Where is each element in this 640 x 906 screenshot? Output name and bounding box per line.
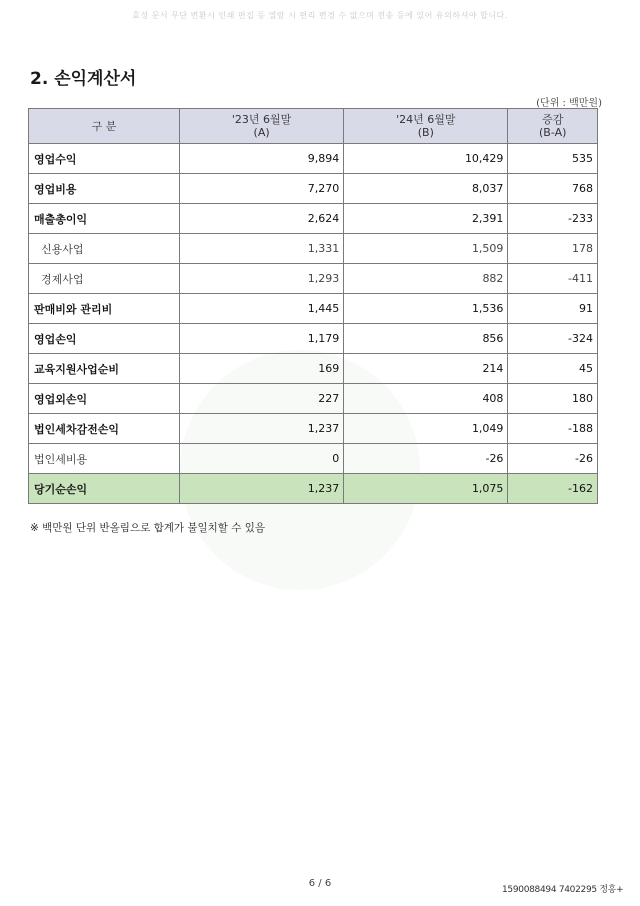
section-title: 2. 손익계산서: [30, 69, 137, 89]
header-change: 증감 (B-A): [508, 109, 598, 144]
value-2024: -26: [344, 444, 508, 474]
value-change: 178: [508, 234, 598, 264]
page-number: 6 / 6: [308, 878, 332, 889]
table-row: [29, 354, 598, 384]
row-label: 매출총이익: [29, 204, 180, 234]
value-change: 768: [508, 174, 598, 204]
value-change: -26: [508, 444, 598, 474]
table-row: [29, 444, 598, 474]
row-label: 신용사업: [29, 234, 180, 264]
value-2023: 1,331: [180, 234, 344, 264]
value-2023: 0: [180, 444, 344, 474]
table-row: [29, 384, 598, 414]
table-row: [29, 324, 598, 354]
value-2023: 1,445: [180, 294, 344, 324]
row-label: 영업비용: [29, 174, 180, 204]
value-2023: 2,624: [180, 204, 344, 234]
income-statement-table: [28, 108, 598, 504]
value-2023: 1,237: [180, 474, 344, 504]
footnote: ※ 백만원 단위 반올림으로 합계가 불일치할 수 있음: [30, 522, 266, 534]
value-2023: 1,293: [180, 264, 344, 294]
row-label: 교육지원사업순비: [29, 354, 180, 384]
value-2024: 8,037: [344, 174, 508, 204]
value-change: -411: [508, 264, 598, 294]
row-label: 경제사업: [29, 264, 180, 294]
value-change: -324: [508, 324, 598, 354]
table-row: [29, 204, 598, 234]
value-2023: 9,894: [180, 144, 344, 174]
value-2023: 7,270: [180, 174, 344, 204]
table-row: [29, 234, 598, 264]
document-id: 1590088494 7402295 정흥+: [502, 885, 624, 895]
value-2024: 2,391: [344, 204, 508, 234]
value-2024: 10,429: [344, 144, 508, 174]
value-2023: 169: [180, 354, 344, 384]
value-2024: 214: [344, 354, 508, 384]
row-label: 판매비와 관리비: [29, 294, 180, 324]
top-notice: 효성 문서 무단 변환시 인쇄 편집 등 열람 시 편리 변경 수 없으며 전송 등에 있어 유의하셔야 합니다.: [132, 11, 508, 20]
row-label: 영업수익: [29, 144, 180, 174]
value-2024: 882: [344, 264, 508, 294]
value-change: -233: [508, 204, 598, 234]
header-2023: '23년 6월말 (A): [180, 109, 344, 144]
value-2024: 1,509: [344, 234, 508, 264]
row-label: 법인세차감전손익: [29, 414, 180, 444]
value-change: 180: [508, 384, 598, 414]
table-row: [29, 174, 598, 204]
row-label: 법인세비용: [29, 444, 180, 474]
value-2024: 408: [344, 384, 508, 414]
value-2023: 1,237: [180, 414, 344, 444]
value-change: 535: [508, 144, 598, 174]
table-row: [29, 264, 598, 294]
row-label: 영업손익: [29, 324, 180, 354]
table-row: [29, 294, 598, 324]
header-category: 구 분: [29, 109, 180, 144]
unit-label: (단위 : 백만원): [536, 98, 602, 109]
value-2023: 227: [180, 384, 344, 414]
row-label: 당기순손익: [29, 474, 180, 504]
value-change: 45: [508, 354, 598, 384]
value-change: 91: [508, 294, 598, 324]
value-2024: 1,075: [344, 474, 508, 504]
row-label: 영업외손익: [29, 384, 180, 414]
table-header-row: [29, 109, 598, 144]
value-2024: 1,536: [344, 294, 508, 324]
header-2024: '24년 6월말 (B): [344, 109, 508, 144]
table-row: [29, 414, 598, 444]
value-change: -162: [508, 474, 598, 504]
table-row-total: [29, 474, 598, 504]
value-2023: 1,179: [180, 324, 344, 354]
value-2024: 1,049: [344, 414, 508, 444]
table-row: [29, 144, 598, 174]
value-2024: 856: [344, 324, 508, 354]
value-change: -188: [508, 414, 598, 444]
